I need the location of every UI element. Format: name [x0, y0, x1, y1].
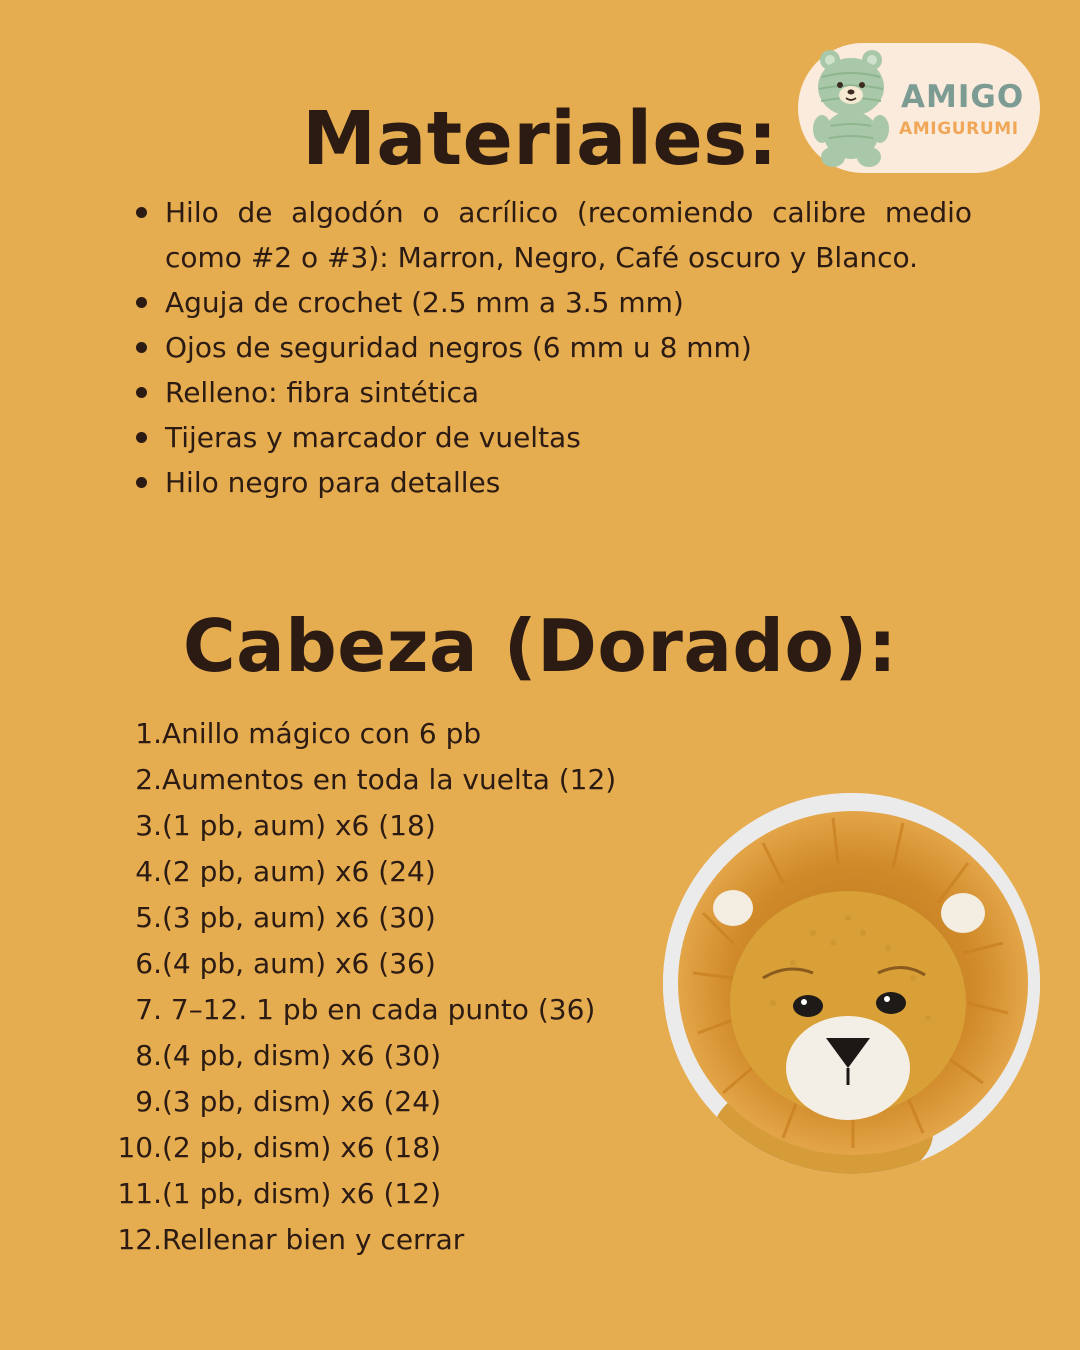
step-number: 12. [117, 1223, 162, 1256]
list-item: Hilo negro para detalles [130, 460, 972, 505]
step-text: Aumentos en toda la vuelta (12) [162, 763, 617, 796]
step-number: 8. [135, 1039, 162, 1072]
step-number: 2. [135, 763, 162, 796]
step-item [108, 941, 616, 987]
list-item: Relleno: fibra sintética [130, 370, 972, 415]
step-number: 3. [135, 809, 162, 842]
step-item [108, 1033, 616, 1079]
step-number: 9. [135, 1085, 162, 1118]
list-item: Aguja de crochet (2.5 mm a 3.5 mm) [130, 280, 972, 325]
step-item [108, 757, 616, 803]
step-text: (3 pb, dism) x6 (24) [162, 1085, 441, 1118]
step-number: 4. [135, 855, 162, 888]
step-item [108, 1125, 616, 1171]
step-item [108, 1079, 616, 1125]
step-item [108, 803, 616, 849]
step-item [108, 1171, 616, 1217]
step-number: 10. [117, 1131, 162, 1164]
step-text: (1 pb, dism) x6 (12) [162, 1177, 441, 1210]
materials-list [130, 190, 972, 505]
head-steps-list [108, 711, 616, 1263]
step-number: 5. [135, 901, 162, 934]
list-item: Tijeras y marcador de vueltas [130, 415, 972, 460]
step-item [108, 711, 616, 757]
step-number: 7. [135, 993, 162, 1026]
logo-text-primary: AMIGO [901, 79, 1025, 115]
step-text: (2 pb, dism) x6 (18) [162, 1131, 441, 1164]
step-text: (4 pb, aum) x6 (36) [162, 947, 436, 980]
step-text: Rellenar bien y cerrar [162, 1223, 465, 1256]
step-text: 7–12. 1 pb en cada punto (36) [162, 993, 596, 1026]
step-number: 1. [135, 717, 162, 750]
step-item [108, 987, 616, 1033]
step-item [108, 1217, 616, 1263]
step-item [108, 849, 616, 895]
head-section-title: Cabeza (Dorado): [182, 604, 898, 688]
list-item: Ojos de seguridad negros (6 mm u 8 mm) [130, 325, 972, 370]
step-number: 11. [117, 1177, 162, 1210]
step-text: (3 pb, aum) x6 (30) [162, 901, 436, 934]
step-text: Anillo mágico con 6 pb [162, 717, 482, 750]
lion-amigurumi-photo [663, 793, 1040, 1174]
materials-title: Materiales: [302, 96, 778, 182]
step-text: (4 pb, dism) x6 (30) [162, 1039, 441, 1072]
step-text: (2 pb, aum) x6 (24) [162, 855, 436, 888]
step-number: 6. [135, 947, 162, 980]
list-item: Hilo de algodón o acrílico (recomiendo calibre medio como #2 o #3): Marron, Negro, Café oscuro y Blanco. [130, 190, 972, 280]
step-item [108, 895, 616, 941]
step-text: (1 pb, aum) x6 (18) [162, 809, 436, 842]
logo-text-secondary: AMIGURUMI [899, 119, 1019, 139]
